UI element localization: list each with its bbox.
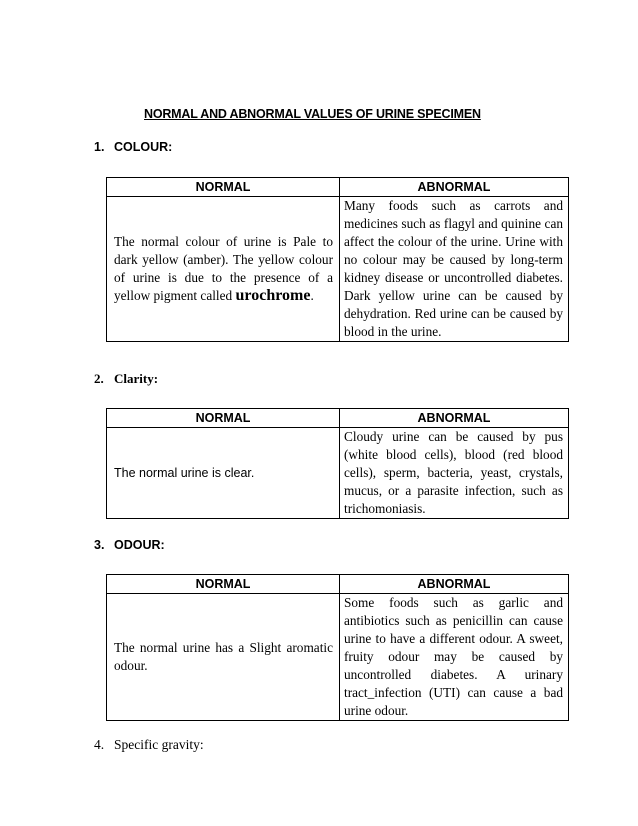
normal-cell [107, 594, 340, 721]
abnormal-header: ABNORMAL [340, 409, 569, 428]
page-title: NORMAL AND ABNORMAL VALUES OF URINE SPECIMEN [144, 107, 481, 121]
section-heading-odour [94, 538, 165, 552]
normal-text: The normal urine is clear. [114, 466, 255, 480]
section-title: Specific gravity: [114, 737, 204, 752]
table-row [107, 428, 569, 519]
normal-cell [107, 428, 340, 519]
section-number: 3. [94, 538, 105, 552]
normal-header: NORMAL [107, 178, 340, 197]
abnormal-header: ABNORMAL [340, 575, 569, 594]
section-number: 1. [94, 140, 105, 154]
abnormal-header: ABNORMAL [340, 178, 569, 197]
abnormal-text: Many foods such as carrots and medicines such as flagyl and quinine can affect the colour of the urine. Urine with no colour may be caused by long-term kidney disease or uncontrolled diabetes. Dark yellow urine can be caused by dehydration. Red urine can be caused by blood in the urine. [344, 198, 563, 339]
normal-emphasis: urochrome [235, 287, 311, 304]
abnormal-text: Some foods such as garlic and antibiotics such as penicillin can cause urine to have a different odour. A sweet, fruity odour may be caused by uncontrolled diabetes. A urinary tract_infection (UTI) can cause a bad urine odour. [344, 595, 563, 718]
abnormal-text: Cloudy urine can be caused by pus (white blood cells), blood (red blood cells), sperm, bacteria, yeast, crystals, mucus, or a parasite infection, such as trichomoniasis. [344, 429, 563, 516]
normal-cell [107, 197, 340, 342]
section-title: Clarity: [114, 371, 159, 386]
normal-text: The normal colour of urine is Pale to dark yellow (amber). The yellow colour of urine is due to the presence of a yellow pigment called [114, 234, 333, 303]
table-header-row [107, 575, 569, 594]
table-header-row [107, 409, 569, 428]
abnormal-cell [340, 594, 569, 721]
normal-header: NORMAL [107, 409, 340, 428]
section-title: COLOUR: [114, 140, 173, 154]
table-row [107, 594, 569, 721]
section-heading-colour [94, 140, 172, 154]
section-number: 2. [94, 371, 104, 386]
section-number: 4. [94, 737, 105, 752]
odour-table [106, 574, 569, 721]
normal-text: The normal urine has a Slight aromatic odour. [114, 640, 333, 673]
clarity-table [106, 408, 569, 519]
normal-suffix: . [310, 288, 314, 303]
colour-table [106, 177, 569, 342]
section-heading-clarity [94, 371, 158, 387]
abnormal-cell [340, 197, 569, 342]
abnormal-cell [340, 428, 569, 519]
normal-header: NORMAL [107, 575, 340, 594]
section-title: ODOUR: [114, 538, 165, 552]
table-row [107, 197, 569, 342]
section-heading-specific-gravity [94, 737, 204, 753]
table-header-row [107, 178, 569, 197]
